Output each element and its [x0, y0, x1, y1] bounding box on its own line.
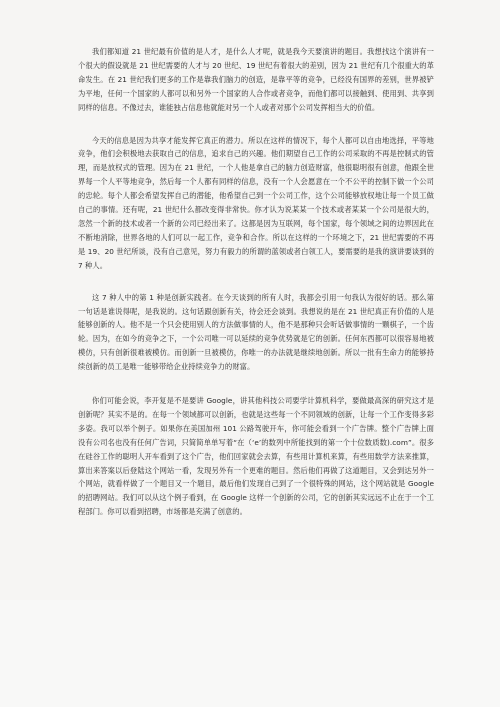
- document-body: [78, 45, 434, 519]
- page-bottom-margin: [0, 600, 500, 707]
- paragraph-1: 我们都知道 21 世纪最有价值的是人才，是什么人才呢，就是我今天要演讲的题目。我想找这个演讲有一个很大的假设就是 21 世纪需要的人才与 20 世纪、19 世纪有着很大的差别，因为 21 世纪有几个很重大的革命发生。在 21 世纪我们更多的工作是靠我们脑力的创造，是靠平等的竞争，已经没有国界的差别，世界被铲为平地，任何一个国家的人都可以和另外一个国家的人合作或者竞争，而他们都可以接触到、使用到、共享到同样的信息。不像过去，谁能独占信息他就能对另一个人或者对那个公司发挥相当大的价值。: [78, 47, 434, 112]
- paragraph-4: 你们可能会说，李开复是不是要讲 Google，讲其他科技公司要学计算机科学，要做最高深的研究这才是创新呢？其实不是的。在每一个领域都可以创新，也就是这些每一个不同领域的创新，让每一个工作变得多彩多姿。我可以举个例子。如果你在美国加州 101 公路驾驶开车，你可能会看到一个广告牌。整个广告牌上面没有公司名也没有任何广告词，只简简单单写着“在（‘e’的数列中所能找到的第一个十位数质数).com”。很多在硅谷工作的聪明人开车看到了这个广告，他们回家就会去算，有些用计算机来算，有些用数学方法来推算，算出来答案以后登陆这个网站一看，发现另外有一个更难的题目。然后他们再做了这道题目，又会到达另外一个网站，就看样做了一个题目又一个题目，最后他们发现自己到了一个很特殊的网站，这个网站就是 Google 的招聘网站。我们可以从这个例子看到，在 Google 这样一个创新的公司，它的创新其实远远不止在于一个工程部门。你可以看到招聘，市场都是充满了创意的。: [78, 396, 434, 517]
- paragraph-3: 这 7 种人中的第 1 种是创新实践者。在今天谈到的所有人时，我都会引用一句我认为很好的话。那么第一句话是谁说得呢，是我说的。这句话跟创新有关，待会还会谈到。我想说的是在 21 世纪真正有价值的人是能够创新的人。他不是一个只会使用别人的方法做事情的人，他不是那种只会听话做事情的一颗棋子，一个齿轮。因为，在如今的竞争之下，一个公司唯一可以延续的竞争优势就是它的创新。任何东西都可以很容易地被模仿，只有创新很难被模仿。而创新一旦被模仿，你唯一的办法就是继续地创新。所以一批有生命力的能够持续创新的员工是唯一能够带给企业持续竞争力的财富。: [78, 292, 434, 372]
- paragraph-2: 今天的信息是因为共享才能发挥它真正的潜力。所以在这样的情况下，每个人都可以自由地选择，平等地竞争，他们会积极地去获取自己的信息，追求自己的兴趣。他们期望自己工作的公司采取的不再是控制式的管理，而是放权式的管理。因为在 21 世纪，一个人他是拿自己的脑力创造财富，他很聪明很有创意，他跟全世界每一个人平等地竞争，然后每一个人都有同样的信息，没有一个人会愿意在一个不公平的控制下做一个公司的忠轮。每个人都会希望发挥自己的潜能，他希望自己到一个公司工作，这个公司能够放权地让每一个员工做自己的事情。还有呢，21 世纪什么都改变得非常快。你才认为说某某一个技术或者某某一个公司是很大的，忽然一个新的技术或者一个新的公司已经出来了。这都是因为互联网，每个国家，每个领域之间的边界因此在不断地消除，世界各地的人们可以一起工作，竞争和合作。所以在这样的一个环境之下，21 世纪需要的不再是 19、20 世纪所谈，没有自己意见，努力有毅力的所谓的蓝领或者白领工人，要需要的是我的演讲要谈到的 7 种人。: [78, 135, 434, 270]
